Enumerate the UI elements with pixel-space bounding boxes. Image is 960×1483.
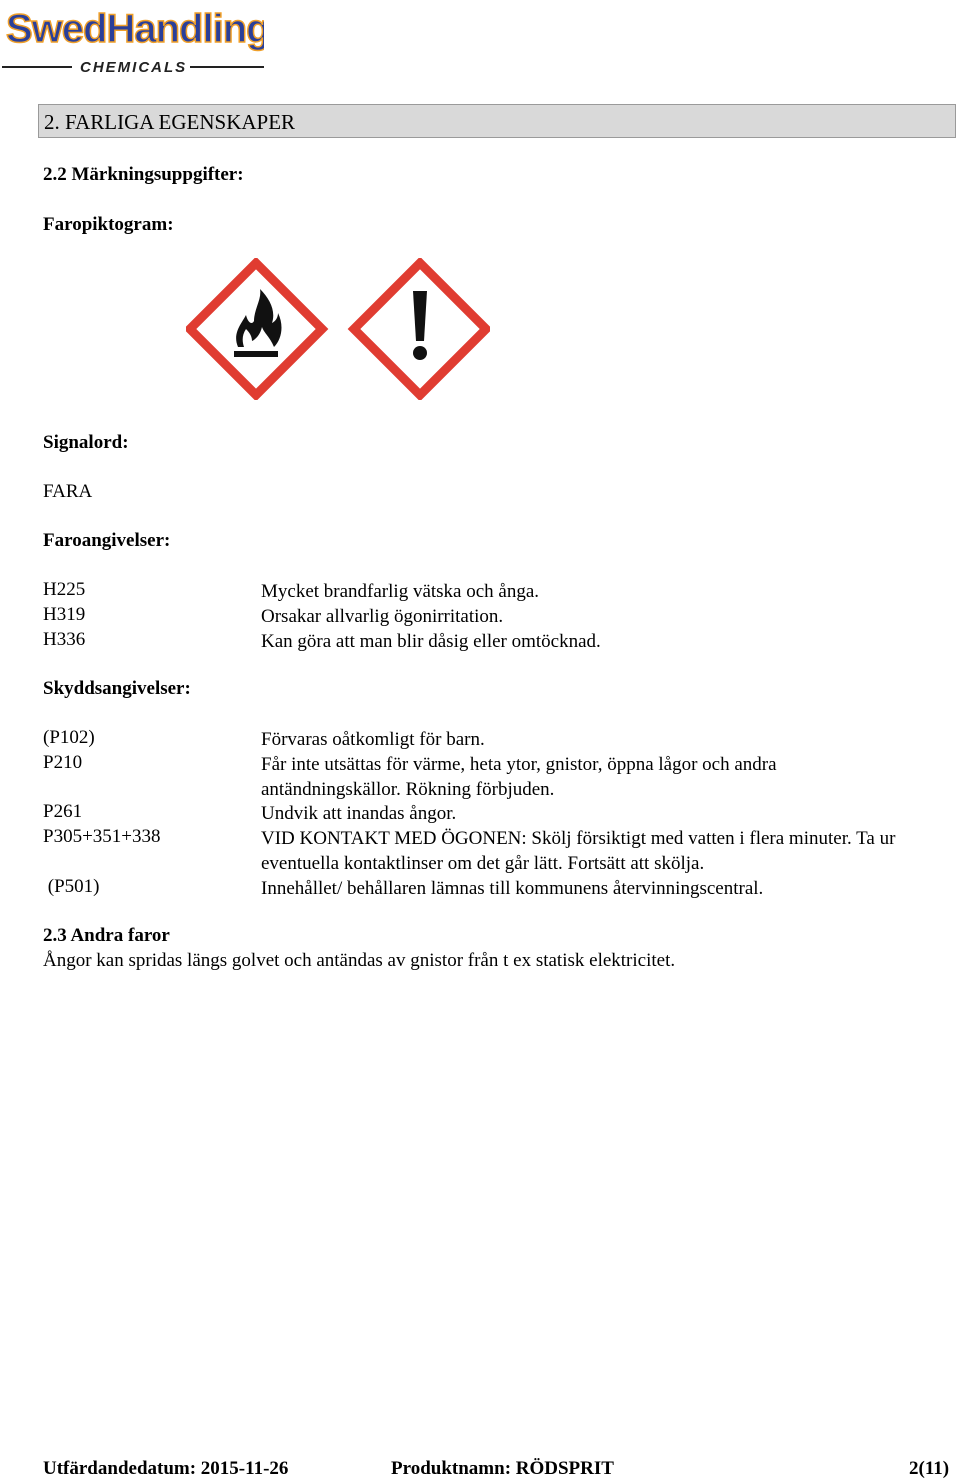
hazard-text: Orsakar allvarlig ögonirritation.: [261, 606, 504, 627]
footer-issue-date: [43, 1458, 288, 1480]
precaution-code: (P102): [43, 727, 95, 748]
other-hazards-heading: 2.3 Andra faror: [43, 925, 170, 946]
hazard-text: Kan göra att man blir dåsig eller omtöcknad.: [261, 631, 601, 652]
subsection-labelling-heading: 2.2 Märkningsuppgifter:: [43, 164, 244, 185]
hazard-code: H225: [43, 579, 86, 600]
precaution-text: Innehållet/ behållaren lämnas till kommunens återvinningscentral.: [261, 878, 764, 899]
section-title: 2. FARLIGA EGENSKAPER: [44, 110, 296, 134]
pictograms-label: Faropiktogram:: [43, 214, 174, 235]
precaution-code: P261: [43, 801, 83, 822]
hazard-pictograms: [186, 258, 490, 400]
precaution-code: P210: [43, 752, 83, 773]
logo-brand-text: SwedHandling: [6, 7, 264, 51]
footer-product-label: Produktnamn: [391, 1458, 505, 1479]
hazard-code: H319: [43, 604, 86, 625]
signal-word-label: Signalord:: [43, 432, 129, 453]
footer-product-name: [391, 1458, 614, 1480]
hazard-statements-label: Faroangivelser:: [43, 530, 171, 551]
precaution-code: (P501): [43, 876, 100, 897]
footer-product-value: : RÖDSPRIT: [504, 1458, 614, 1479]
precaution-text: Undvik att inandas ångor.: [261, 803, 457, 824]
exclamation-mark-icon: [354, 263, 486, 395]
precaution-code: P305+351+338: [43, 826, 161, 847]
signal-word-value: FARA: [43, 481, 93, 502]
flame-icon: [190, 263, 322, 395]
precautionary-statements-label: Skyddsangivelser:: [43, 678, 191, 699]
precaution-text: Förvaras oåtkomligt för barn.: [261, 729, 485, 750]
hazard-text: Mycket brandfarlig vätska och ånga.: [261, 581, 540, 602]
other-hazards-text: Ångor kan spridas längs golvet och antändas av gnistor från t ex statisk elektricitet.: [43, 950, 676, 971]
hazard-code: H336: [43, 629, 86, 650]
footer-page-number: 2(11): [909, 1458, 950, 1479]
footer-date-value: : 2015-11-26: [189, 1458, 289, 1479]
logo-sub-text: CHEMICALS: [80, 59, 188, 74]
footer-date-label: Utfärdandedatum: [43, 1458, 190, 1479]
precaution-text: Får inte utsättas för värme, heta ytor, gnistor, öppna lågor och andra antändningskällor. Rökning förbjuden.: [261, 754, 777, 800]
precaution-text: VID KONTAKT MED ÖGONEN: Skölj försiktigt med vatten i flera minuter. Ta ur eventuella kontaktlinser om det går lätt. Fortsätt att skölja.: [261, 828, 896, 874]
company-logo: [2, 2, 264, 74]
